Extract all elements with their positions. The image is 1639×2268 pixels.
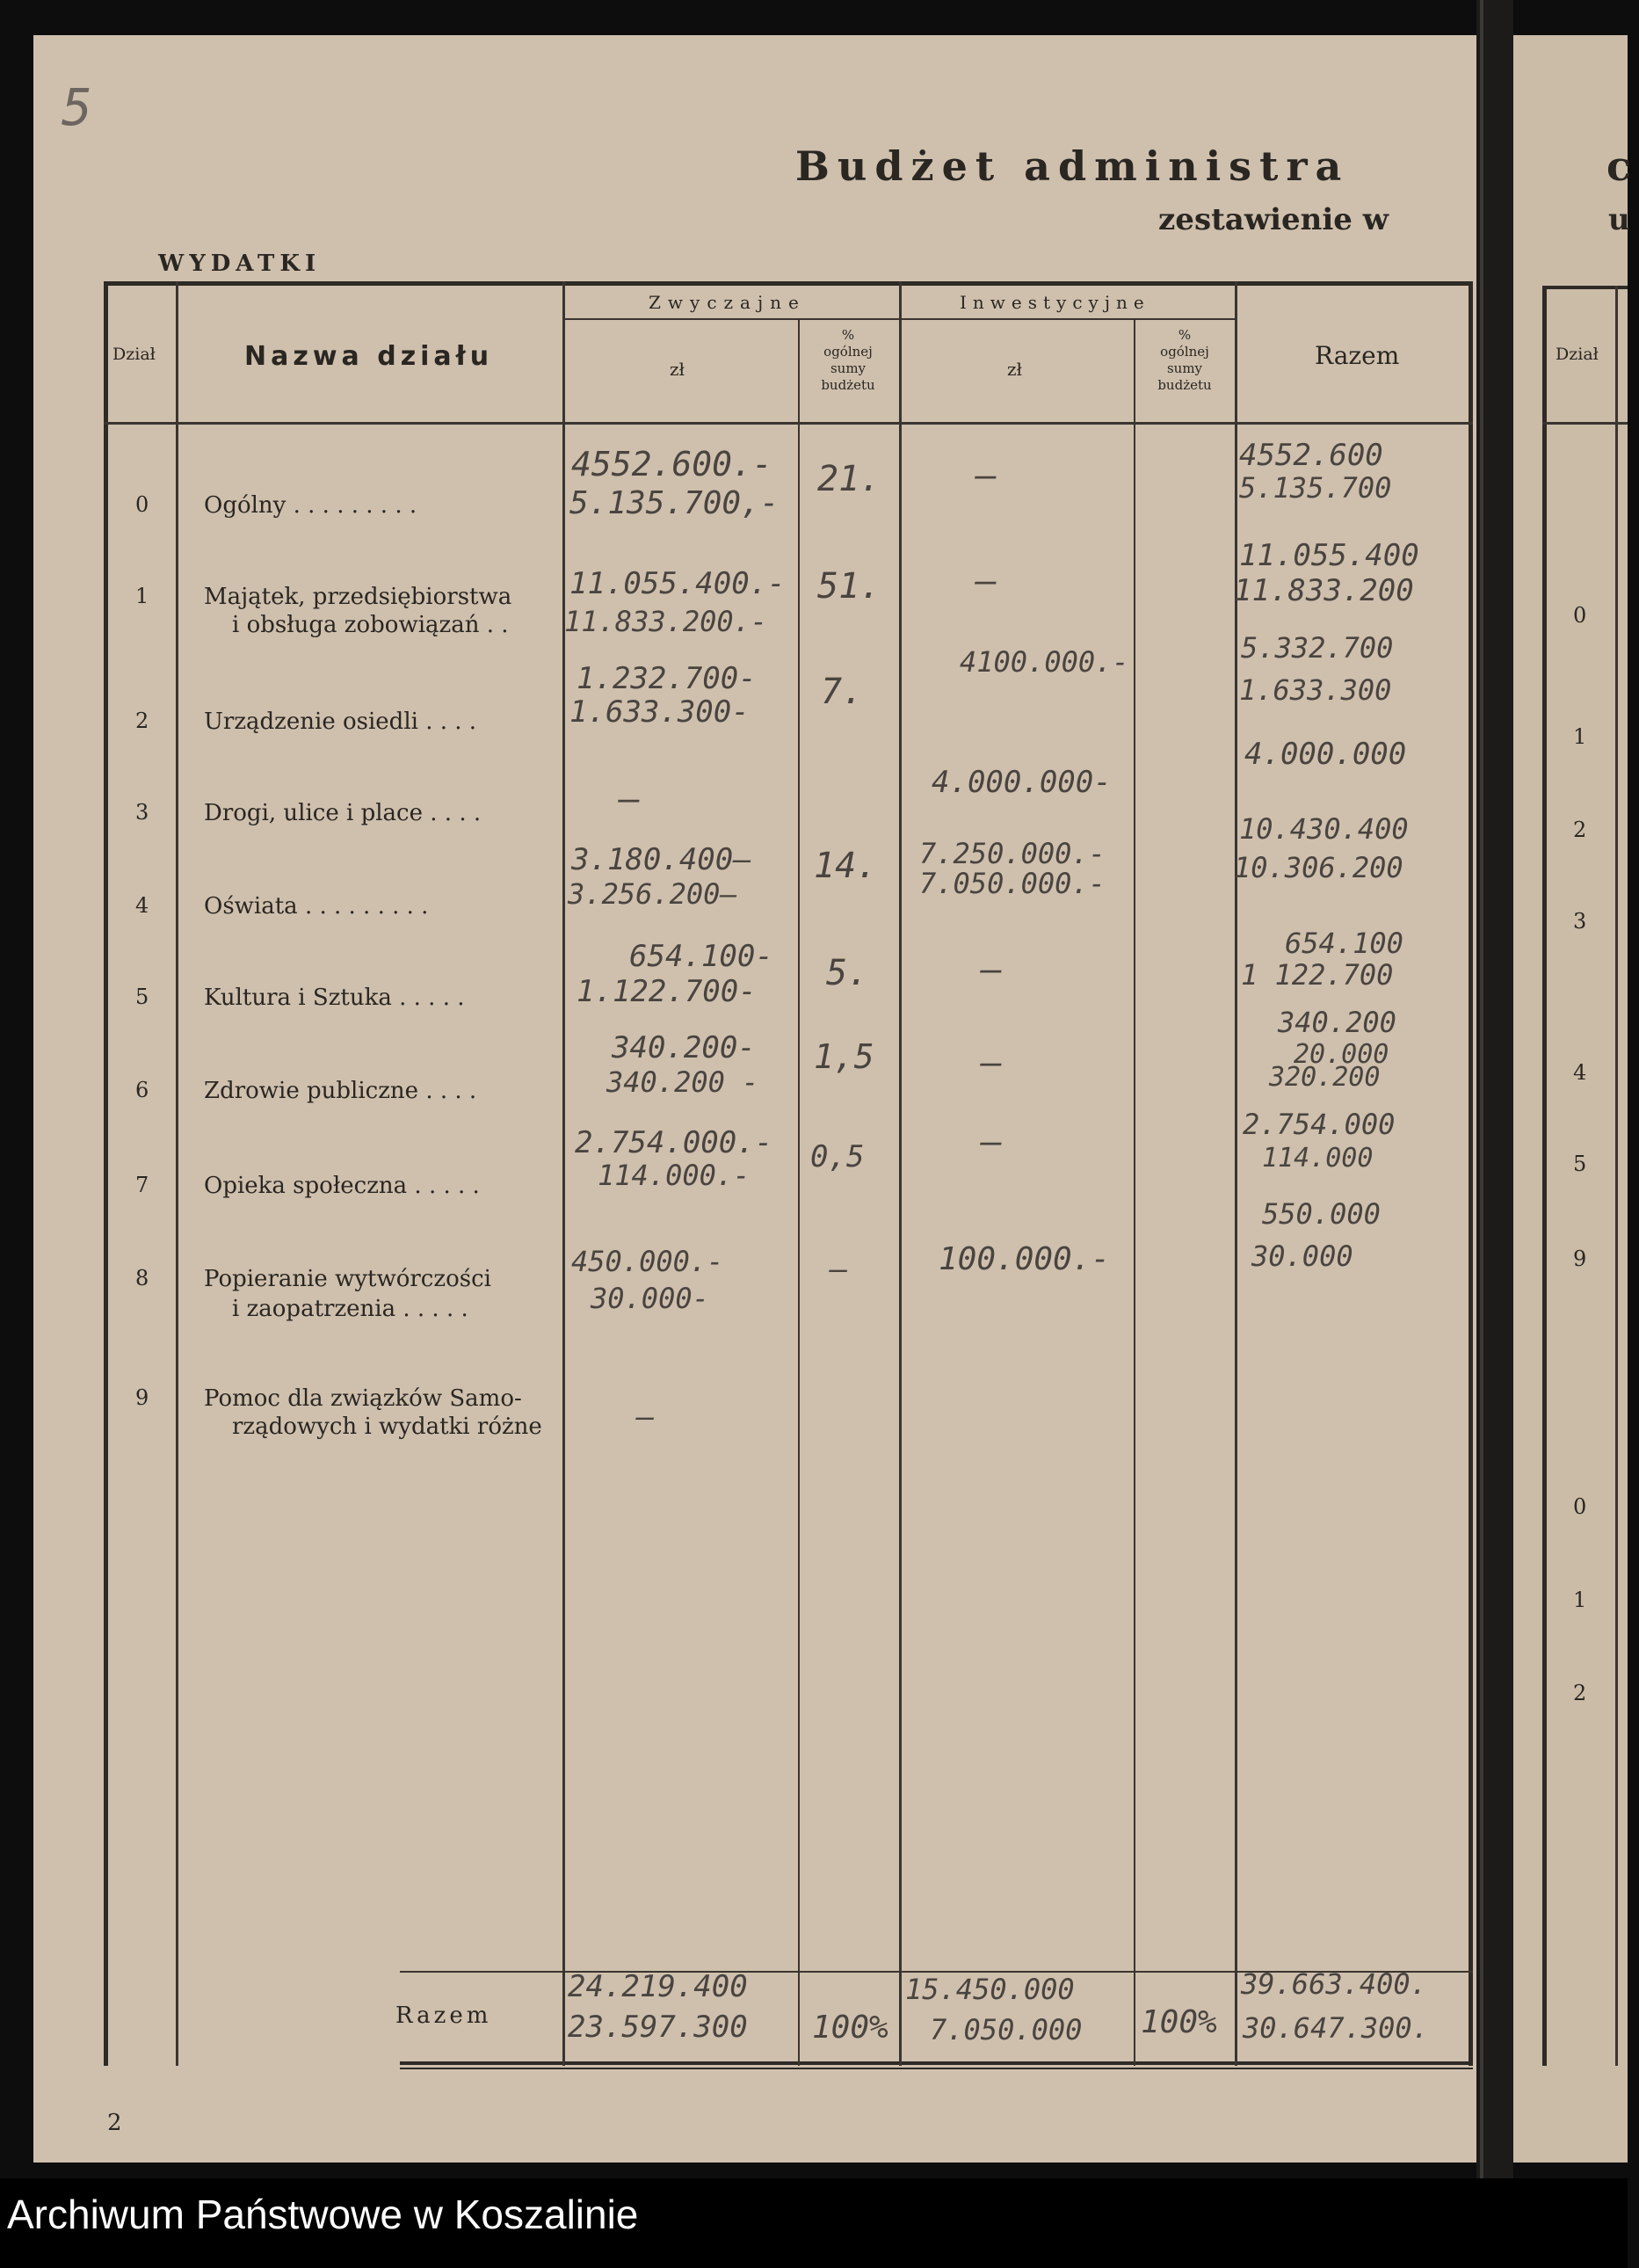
right-row-num: 2 xyxy=(1573,1681,1587,1705)
page-marker: 5 xyxy=(62,77,92,137)
row-7-zw2: 114.000.- xyxy=(598,1159,751,1192)
row-4-zw2: 3.256.200— xyxy=(568,877,737,911)
header-zwyczajne: Zwyczajne xyxy=(649,292,806,313)
row-1-name: Majątek, przedsiębiorstwa xyxy=(204,584,512,610)
row-7-raz2: 114.000 xyxy=(1262,1143,1374,1174)
row-8-zw1: 450.000.- xyxy=(571,1245,724,1278)
row-4-num: 4 xyxy=(135,893,149,918)
header-inwestycyjne: Inwestycyjne xyxy=(960,292,1150,313)
row-8-num: 8 xyxy=(135,1266,149,1290)
row-1-zw1: 11.055.400.- xyxy=(569,566,786,601)
row-2-raz2: 1.633.300 xyxy=(1239,673,1392,707)
row-9-zw1: — xyxy=(636,1399,655,1435)
header-razem: Razem xyxy=(1315,341,1400,370)
total-inw2: 7.050.000 xyxy=(930,2013,1083,2046)
page-subtitle: zestawienie w xyxy=(1158,202,1389,237)
row-6-inw1: — xyxy=(981,1043,1003,1083)
row-1-raz2: 11.833.200 xyxy=(1234,573,1414,608)
row-9-name: Pomoc dla związków Samo- xyxy=(204,1385,522,1412)
row-1-num: 1 xyxy=(135,584,149,608)
row-6-raz3: 320.200 xyxy=(1269,1062,1381,1093)
total-inw1: 15.450.000 xyxy=(905,1973,1075,2006)
row-2-raz1: 5.332.700 xyxy=(1241,631,1394,665)
row-5-zw2: 1.122.700- xyxy=(577,974,757,1009)
row-0-zw1: 4552.600.- xyxy=(571,445,772,483)
row-3-inw1: 4.000.000- xyxy=(932,765,1112,800)
row-4-raz2: 10.306.200 xyxy=(1234,851,1403,884)
row-8-name: Popieranie wytwórczości xyxy=(204,1266,491,1292)
row-3-raz1: 4.000.000 xyxy=(1244,737,1407,772)
right-subtitle-fragment: u xyxy=(1608,202,1630,237)
row-0-raz1: 4552.600 xyxy=(1239,438,1383,473)
row-2-zw1: 1.232.700- xyxy=(577,661,757,696)
row-1-pct: 51. xyxy=(817,566,881,607)
row-0-inw1: — xyxy=(975,455,997,496)
row-5-zw1: 654.100- xyxy=(629,939,773,974)
row-2-zw2: 1.633.300- xyxy=(569,694,750,730)
row-6-raz1: 340.200 xyxy=(1278,1006,1396,1039)
row-9-name2: rządowych i wydatki różne xyxy=(232,1414,542,1440)
row-0-pct: 21. xyxy=(817,459,881,499)
total-zw2: 23.597.300 xyxy=(568,2010,748,2045)
row-3-name: Drogi, ulice i place . . . . xyxy=(204,800,482,826)
row-5-pct: 5. xyxy=(826,953,869,993)
total-zw1: 24.219.400 xyxy=(568,1969,748,2004)
total-raz2: 30.647.300. xyxy=(1243,2011,1429,2045)
total-inwpct: 100% xyxy=(1141,2004,1217,2040)
row-8-raz1: 550.000 xyxy=(1262,1197,1381,1231)
row-7-name: Opieka społeczna . . . . . xyxy=(204,1173,480,1199)
row-5-inw1: — xyxy=(981,949,1003,990)
row-1-zw2: 11.833.200.- xyxy=(564,605,768,638)
right-row-num: 0 xyxy=(1573,603,1587,628)
header-zl-1: zł xyxy=(670,359,685,380)
row-8-inw1: 100.000.- xyxy=(939,1241,1111,1277)
row-0-num: 0 xyxy=(135,492,149,517)
row-5-raz1: 654.100 xyxy=(1285,927,1403,960)
row-3-zw1: — xyxy=(619,779,641,819)
right-row-num: 3 xyxy=(1573,909,1587,934)
row-4-raz1: 10.430.400 xyxy=(1239,812,1409,846)
row-1-inw1: — xyxy=(975,561,997,601)
row-7-zw1: 2.754.000.- xyxy=(575,1125,773,1160)
right-row-num: 2 xyxy=(1573,818,1587,842)
row-6-zw1: 340.200- xyxy=(612,1030,756,1065)
right-header-dzial: Dział xyxy=(1556,345,1599,364)
row-2-num: 2 xyxy=(135,709,149,733)
row-4-name: Oświata . . . . . . . . . xyxy=(204,893,429,920)
right-row-num: 9 xyxy=(1573,1247,1587,1271)
row-3-num: 3 xyxy=(135,800,149,825)
total-raz1: 39.663.400. xyxy=(1241,1967,1427,2001)
row-7-raz1: 2.754.000 xyxy=(1243,1108,1396,1141)
right-row-num: 1 xyxy=(1573,1588,1587,1612)
right-row-num: 5 xyxy=(1573,1152,1587,1176)
header-pct-1: % ogólnej sumy budżetu xyxy=(821,327,875,393)
page-number: 2 xyxy=(107,2110,122,2136)
book-spine xyxy=(1476,0,1513,2178)
row-4-zw1: 3.180.400— xyxy=(571,842,751,877)
row-5-num: 5 xyxy=(135,985,149,1009)
row-7-num: 7 xyxy=(135,1173,149,1197)
header-zl-2: zł xyxy=(1007,359,1023,380)
header-dzial: Dział xyxy=(112,345,156,364)
row-7-inw1: — xyxy=(981,1122,1003,1162)
total-pct: 100% xyxy=(812,2010,888,2046)
row-2-pct: 7. xyxy=(821,672,864,712)
row-6-pct: 1,5 xyxy=(814,1037,874,1076)
row-8-pct: — xyxy=(830,1252,848,1287)
row-0-raz2: 5.135.700 xyxy=(1239,471,1392,505)
section-label: WYDATKI xyxy=(158,251,322,277)
row-5-raz2: 1 122.700 xyxy=(1241,958,1394,992)
row-2-name: Urządzenie osiedli . . . . xyxy=(204,709,477,735)
right-row-num: 0 xyxy=(1573,1494,1587,1519)
right-row-num: 1 xyxy=(1573,724,1587,749)
row-2-inw1: 4100.000.- xyxy=(960,645,1129,679)
row-7-pct: 0,5 xyxy=(810,1139,865,1174)
right-title-fragment: c xyxy=(1606,142,1639,190)
row-5-name: Kultura i Sztuka . . . . . xyxy=(204,985,465,1011)
row-6-raz2: 20.000 xyxy=(1294,1039,1389,1070)
archive-footer: Archiwum Państwowe w Koszalinie xyxy=(7,2192,639,2237)
row-4-inw2: 7.050.000.- xyxy=(919,867,1106,900)
row-0-name: Ogólny . . . . . . . . . xyxy=(204,492,417,519)
row-6-num: 6 xyxy=(135,1078,149,1102)
right-row-num: 4 xyxy=(1573,1060,1587,1085)
row-4-pct: 14. xyxy=(814,846,878,886)
row-8-name2: i zaopatrzenia . . . . . xyxy=(232,1296,468,1322)
row-8-zw2: 30.000- xyxy=(591,1282,709,1315)
row-9-num: 9 xyxy=(135,1385,149,1410)
total-label: Razem xyxy=(395,2003,492,2029)
row-6-zw2: 340.200 - xyxy=(606,1065,759,1099)
row-4-inw1: 7.250.000.- xyxy=(919,837,1106,870)
row-6-name: Zdrowie publiczne . . . . xyxy=(204,1078,477,1104)
page-title: Budżet administra xyxy=(795,142,1350,190)
header-pct-2: % ogólnej sumy budżetu xyxy=(1157,327,1212,393)
header-nazwa: Nazwa działu xyxy=(244,341,494,372)
row-0-zw2: 5.135.700,- xyxy=(569,485,780,521)
row-1-name2: i obsługa zobowiązań . . xyxy=(232,612,509,638)
row-8-raz2: 30.000 xyxy=(1251,1239,1353,1273)
row-1-raz1: 11.055.400 xyxy=(1239,538,1419,573)
